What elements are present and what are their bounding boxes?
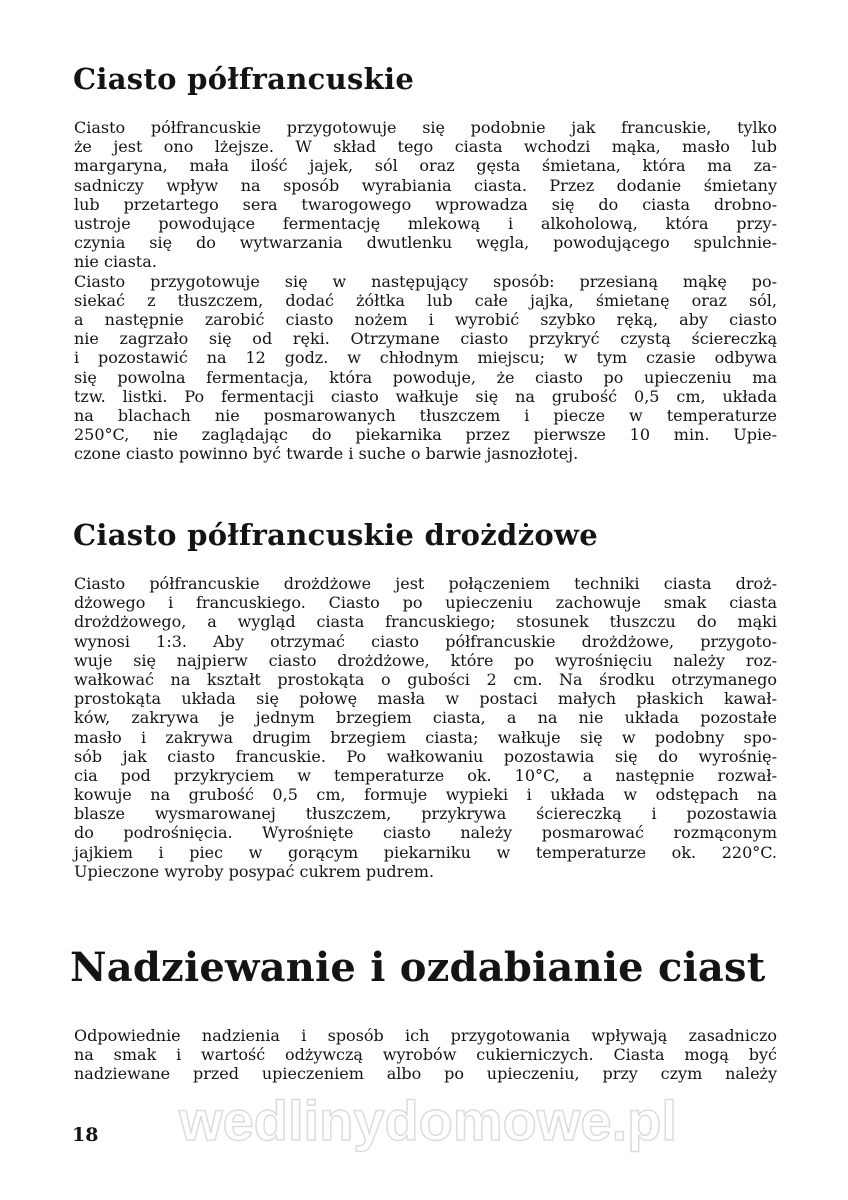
text-line: cia pod przykryciem w temperaturze ok. 10°C, a następnie rozwał- (74, 765, 777, 785)
text-line: prostokąta układa się połowę masła w postaci małych płaskich kawał- (74, 689, 777, 709)
text-line: na blachach nie posmarowanych tłuszczem i piecze w temperaturze (74, 405, 777, 425)
text-line: na smak i wartość odżywczą wyrobów cukierniczych. Ciasta mogą być (74, 1045, 777, 1065)
text-line: ustroje powodujące fermentację mlekową i alkoholową, która przy- (74, 213, 777, 233)
page-number: 18 (72, 1124, 99, 1146)
text-line: tzw. listki. Po fermentacji ciasto wałkuje się na grubość 0,5 cm, układa (74, 386, 777, 406)
text-line: wałkować na kształt prostokąta o gubości 2 cm. Na środku otrzymanego (74, 669, 777, 689)
text-line: Ciasto półfrancuskie drożdżowe jest połączeniem techniki ciasta droż- (74, 574, 777, 593)
text-line: do podrośnięcia. Wyrośnięte ciasto należy posmarować rozmąconym (74, 823, 777, 843)
text-line: jajkiem i piec w gorącym piekarniku w temperaturze ok. 220°C. (74, 842, 777, 862)
text-line: ków, zakrywa je jednym brzegiem ciasta, a na nie układa pozostałe (74, 708, 777, 728)
text-line: czynia się do wytwarzania dwutlenku węgla, powodującego spulchnie- (74, 233, 777, 253)
text-line: lub przetartego sera twarogowego wprowadza się do ciasta drobno- (74, 194, 777, 214)
text-line: masło i zakrywa drugim brzegiem ciasta; wałkuje się w podobny spo- (74, 727, 777, 747)
watermark-text: wedlinydomowe.pl (179, 1089, 677, 1152)
text-line: się powolna fermentacja, która powoduje, że ciasto po upieczeniu ma (74, 367, 777, 387)
paragraph (74, 118, 777, 272)
text-line: dżowego i francuskiego. Ciasto po upieczeniu zachowuje smak ciasta (74, 593, 777, 613)
text-line: a następnie zarobić ciasto nożem i wyrobić szybko ręką, aby ciasto (74, 309, 777, 329)
paragraph (74, 1026, 777, 1084)
text-line: nie zagrzało się od ręki. Otrzymane ciasto przykryć czystą ściereczką (74, 329, 777, 349)
text-line: Ciasto półfrancuskie przygotowuje się podobnie jak francuskie, tylko (74, 118, 777, 137)
text-line: wuje się najpierw ciasto drożdżowe, które po wyrośnięciu należy roz- (74, 650, 777, 670)
text-line: kowuje na grubość 0,5 cm, formuje wypieki i układa w odstępach na (74, 785, 777, 805)
text-line: i pozostawić na 12 godz. w chłodnym miejscu; w tym czasie odbywa (74, 348, 777, 368)
text-line: czone ciasto powinno być twarde i suche o barwie jasnozłotej. (74, 444, 579, 464)
text-line: margaryna, mała ilość jajek, sól oraz gęsta śmietana, która ma za- (74, 156, 777, 176)
text-line: że jest ono lżejsze. W skład tego ciasta wchodzi mąka, masło lub (74, 137, 777, 157)
section-title-ciasto-polfrancuskie: Ciasto półfrancuskie (73, 62, 415, 96)
paragraph (74, 272, 777, 464)
text-line: drożdżowego, a wygląd ciasta francuskiego; stosunek tłuszczu do mąki (74, 612, 777, 632)
text-line: Upieczone wyroby posypać cukrem pudrem. (74, 861, 435, 881)
text-line: nadziewane przed upieczeniem albo po upieczeniu, przy czym należy (74, 1064, 777, 1084)
section-title-ciasto-polfrancuskie-drozdzowe: Ciasto półfrancuskie drożdżowe (73, 518, 599, 552)
chapter-title-nadziewanie-i-ozdabianie-ciast: Nadziewanie i ozdabianie ciast (70, 944, 766, 991)
text-line: 250°C, nie zaglądając do piekarnika przez pierwsze 10 min. Upie- (74, 425, 777, 445)
text-line: siekać z tłuszczem, dodać żółtka lub całe jajka, śmietanę oraz sól, (74, 290, 777, 310)
text-line: sób jak ciasto francuskie. Po wałkowaniu pozostawia się do wyrośnię- (74, 746, 777, 766)
text-line: sadniczy wpływ na sposób wyrabiania ciasta. Przez dodanie śmietany (74, 175, 777, 195)
text-line: wynosi 1:3. Aby otrzymać ciasto półfrancuskie drożdżowe, przygoto- (74, 631, 777, 651)
paragraph (74, 574, 777, 881)
text-line: Odpowiednie nadzienia i sposób ich przygotowania wpływają zasadniczo (74, 1026, 777, 1045)
text-line: nie ciasta. (74, 252, 157, 272)
text-line: blasze wysmarowanej tłuszczem, przykrywa ściereczką i pozostawia (74, 804, 777, 824)
watermark (108, 1088, 748, 1160)
text-line: Ciasto przygotowuje się w następujący sposób: przesianą mąkę po- (74, 271, 777, 291)
